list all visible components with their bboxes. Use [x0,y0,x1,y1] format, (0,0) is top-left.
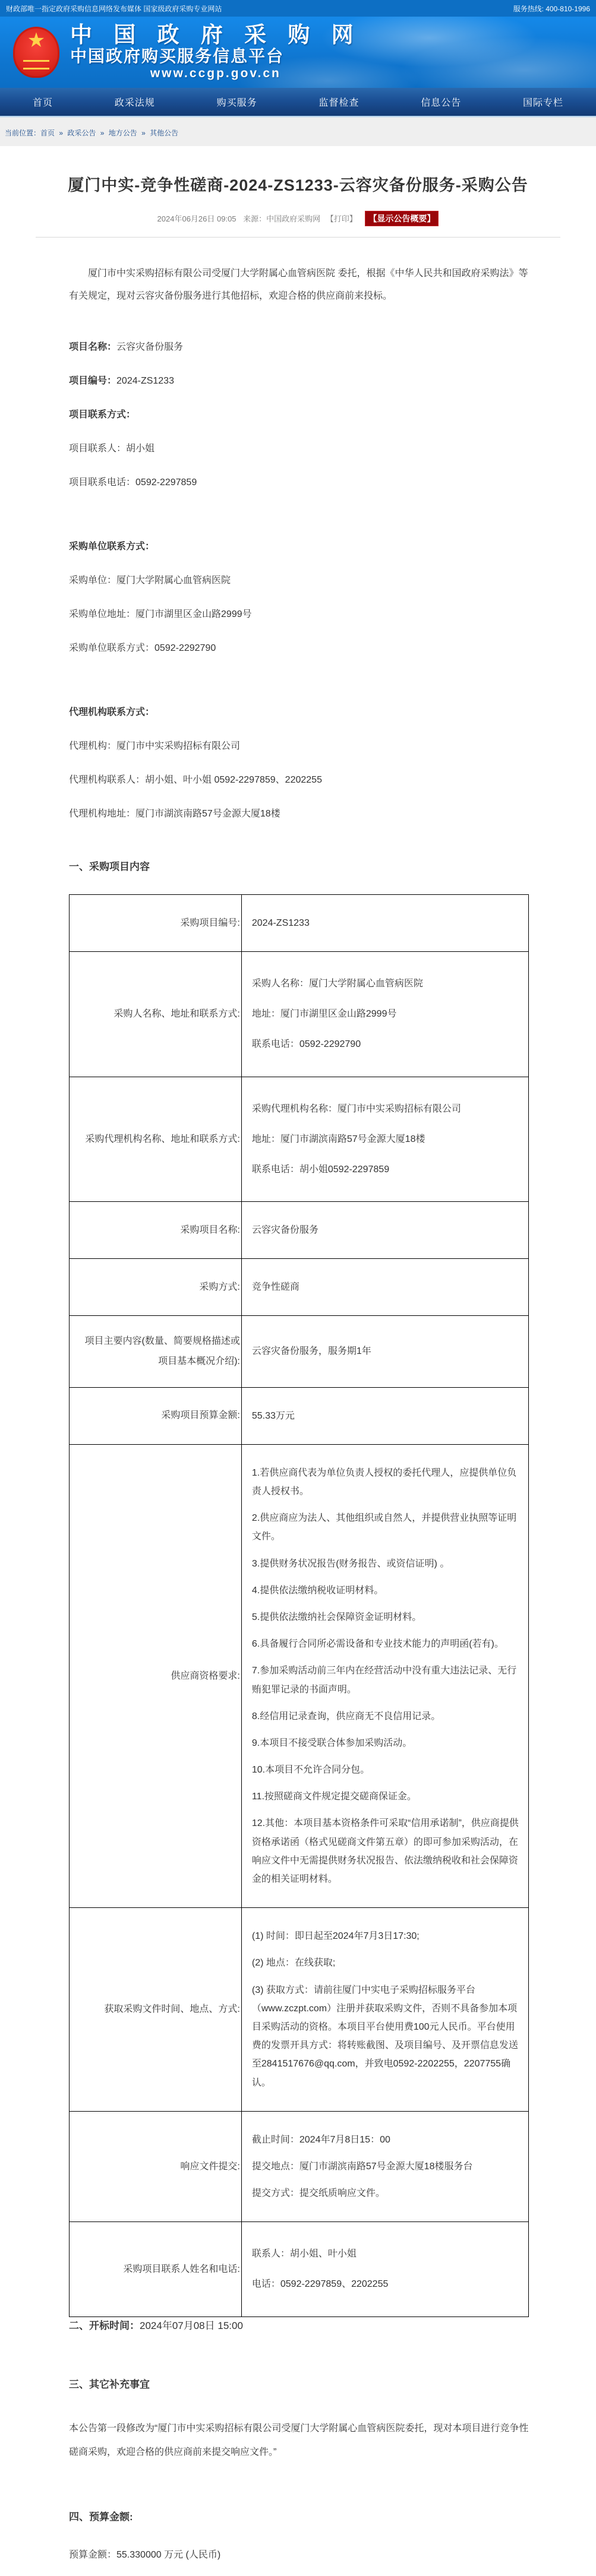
section-heading-3: 三、其它补充事宜 [69,2378,150,2390]
table-cell-line: 10.本项目不允许合同分包。 [251,1765,370,1776]
field-value: 厦门市湖滨南路57号金源大厦18楼 [135,808,280,819]
field-value: 胡小姐、叶小姐 0592-2297859、2202255 [145,774,322,785]
field-line [69,375,529,387]
procurement-table [69,894,529,2317]
breadcrumb-separator: » [98,129,106,137]
table-row-value [241,1444,528,1907]
field-label: 项目联系电话： [69,477,136,488]
breadcrumb-link[interactable]: 首页 [40,129,55,137]
breadcrumb-separator: » [57,129,65,137]
page-title: 厦门中实-竞争性磋商-2024-ZS1233-云容灾备份服务-采购公告 [68,176,528,194]
project-fields [69,341,529,820]
field-value: 0592-2292790 [154,643,216,653]
table-row-label: 采购代理机构名称、地址和联系方式: [70,1077,242,1202]
table-cell-line: 截止时间：2024年7月8日15：00 [251,2134,390,2145]
print-button[interactable]: 【打印】 [326,214,357,223]
field-line [69,409,529,421]
table-row [70,1444,529,1907]
field-label: 项目编号： [69,375,117,386]
table-row-value [241,1316,528,1387]
media-statement: 财政部唯一指定政府采购信息网络发布媒体 国家级政府采购专业网站 [6,4,222,13]
nav-item[interactable]: 监督检查 [319,98,360,108]
table-cell-line: 6.具备履行合同所必需设备和专业技术能力的声明函(若有)。 [251,1639,504,1650]
nav-item[interactable]: 信息公告 [421,98,462,108]
nav-item[interactable]: 国际专栏 [522,98,563,108]
show-summary-button[interactable]: 【显示公告概要】 [365,211,439,226]
table-cell-line: 云容灾备份服务，服务期1年 [251,1346,371,1357]
field-value: 厦门市中实采购招标有限公司 [116,740,241,751]
table-cell-line: 4.提供依法缴纳税收证明材料。 [251,1585,384,1596]
table-cell-line: 竞争性磋商 [251,1282,299,1293]
table-row-label: 供应商资格要求: [70,1444,242,1907]
table-cell-line: 联系人：胡小姐、叶小姐 [251,2249,357,2259]
table-cell-line: 联系电话：胡小姐0592-2297859 [251,1164,390,1175]
divider [36,237,560,238]
table-cell-line: 云容灾备份服务 [251,1225,319,1236]
field-value: 胡小姐 [126,443,155,454]
section-heading-1: 一、采购项目内容 [69,860,150,872]
field-label: 项目联系人： [69,443,127,454]
field-value: 厦门大学附属心血管病医院 [116,575,231,586]
field-line [69,443,529,455]
field-line [69,707,529,719]
publish-datetime: 2024年06月26日 09:05 [157,214,236,223]
table-cell-line: 地址：厦门市湖里区金山路2999号 [251,1009,397,1020]
article-meta [0,211,596,226]
table-row [70,2111,529,2222]
gate-icon [23,60,49,69]
bid-opening-time [69,2317,529,2332]
table-cell-line: 3.提供财务状况报告(财务报告、或资信证明) 。 [251,1558,450,1569]
field-line [69,740,529,752]
table-row [70,1259,529,1316]
field-label: 采购单位地址： [69,609,136,619]
table-row [70,1316,529,1387]
table-row [70,1202,529,1259]
table-cell-line: 8.经信用记录查询，供应商无不良信用记录。 [251,1711,441,1721]
table-row-value [241,1077,528,1202]
table-cell-line: 11.按照磋商文件规定提交磋商保证金。 [251,1792,417,1802]
field-line [69,774,529,786]
field-label: 代理机构地址： [69,808,136,819]
table-row-label: 采购项目预算金额: [70,1387,242,1444]
table-row-label: 项目主要内容(数量、简要规格描述或项目基本概况介绍): [70,1316,242,1387]
table-cell-line: 提交方式：提交纸质响应文件。 [251,2188,385,2199]
field-label: 项目联系方式： [69,409,136,420]
site-banner [0,17,596,88]
table-row-label: 采购方式: [70,1259,242,1316]
breadcrumb-label: 当前位置： [5,129,41,137]
field-label: 代理机构： [69,740,117,751]
table-cell-line: (1) 时间：即日起至2024年7月3日17:30; [251,1931,420,1942]
field-label: 项目名称： [69,341,117,352]
field-value: 厦门市湖里区金山路2999号 [135,609,252,619]
national-emblem-icon [13,27,59,78]
field-value: 云容灾备份服务 [116,341,184,352]
article-content [69,262,529,2561]
field-line [69,477,529,489]
field-line [69,808,529,820]
bid-opening-label: 二、开标时间： [69,2319,140,2331]
table-row-value [241,1387,528,1444]
bid-opening-value: 2024年07月08日 15:00 [140,2319,243,2331]
table-row [70,1077,529,1202]
intro-paragraph: 厦门市中实采购招标有限公司受厦门大学附属心血管病医院 委托，根据《中华人民共和国政府采购法》等有关规定，现对云容灾备份服务进行其他招标，欢迎合格的供应商前来投标。 [69,268,528,302]
table-cell-line: 7.参加采购活动前三年内在经营活动中没有重大违法记录、无行贿犯罪记录的书面声明。 [251,1666,517,1695]
top-bar [0,0,596,17]
budget-amount-line: 预算金额：55.330000 万元 (人民币) [69,2549,221,2560]
table-cell-line: 55.33万元 [251,1410,295,1421]
table-row-label: 采购项目名称: [70,1202,242,1259]
breadcrumb-items [40,129,178,137]
site-url: www.ccgp.gov.cn [150,67,281,80]
field-value: 0592-2297859 [135,477,197,488]
table-row-label: 采购项目联系人姓名和电话: [70,2222,242,2316]
breadcrumb-link[interactable]: 其他公告 [150,129,179,137]
field-line [69,541,529,553]
star-icon: ★ [27,29,46,52]
service-hotline: 服务热线: 400-810-1996 [513,4,590,13]
table-cell-line: 12.其他：本项目基本资格条件可采取“信用承诺制”，供应商提供资格承诺函（格式见磋商文件第五章）的即可参加采购活动，在响应文件中无需提供财务状况报告、依法缴纳税收和社会保障资金的相关证明材料。 [251,1818,519,1885]
table-cell-line: 采购代理机构名称：厦门市中实采购招标有限公司 [251,1103,461,1114]
field-line [69,341,529,353]
table-row [70,1387,529,1444]
breadcrumb [5,128,591,138]
nav-item[interactable]: 首页 [33,98,53,108]
breadcrumb-link[interactable]: 地方公告 [108,129,137,137]
table-cell-line: (2) 地点：在线获取; [251,1958,336,1969]
table-row-label: 获取采购文件时间、地点、方式: [70,1908,242,2112]
field-label: 采购单位： [69,575,117,586]
table-cell-line: 采购人名称：厦门大学附属心血管病医院 [251,978,423,989]
supplementary-paragraph: 本公告第一段修改为“厦门市中实采购招标有限公司受厦门大学附属心血管病医院委托，现对本项目进行竞争性磋商采购，欢迎合格的供应商前来提交响应文件。” [69,2423,529,2457]
table-cell-line: 联系电话：0592-2292790 [251,1039,361,1050]
site-subtitle: 中国政府购买服务信息平台 [70,47,285,65]
table-row-value [241,1259,528,1316]
table-row-value [241,894,528,951]
field-label: 代理机构联系人： [69,774,146,785]
table-row [70,951,529,1077]
nav-item[interactable]: 政采法规 [114,98,155,108]
nav-item[interactable]: 购买服务 [216,98,257,108]
site-name: 中 国 政 府 采 购 网 [70,23,361,47]
field-label: 代理机构联系方式： [69,707,155,717]
field-label: 采购单位联系方式： [69,541,155,552]
table-cell-line: 提交地点：厦门市湖滨南路57号金源大厦18楼服务台 [251,2161,473,2172]
table-cell-line: 2024-ZS1233 [251,917,310,928]
site-brand [70,23,361,81]
article-source: 来源：中国政府采购网 [243,214,321,223]
table-row-label: 响应文件提交: [70,2111,242,2222]
field-value: 2024-ZS1233 [116,375,174,386]
table-row-value [241,1908,528,2112]
table-cell-line: 9.本项目不接受联合体参加采购活动。 [251,1738,412,1748]
breadcrumb-link[interactable]: 政采公告 [67,129,96,137]
table-cell-line: 2.供应商应为法人、其他组织或自然人，并提供营业执照等证明文件。 [251,1513,517,1542]
table-cell-line: (3) 获取方式：请前往厦门中实电子采购招标服务平台（www.zczpt.com）注册并获取采购文件，否则不具备参加本项目采购活动的资格。本项目平台使用费100元人民币。平台使用费的发票开具方式：将转账截图、及项目编号、及开票信息发送至2841517676@qq.com，并致电0592-2202255，2207755确认。 [251,1985,518,2088]
announcement-panel [0,146,596,2576]
field-line [69,643,529,654]
field-line [69,575,529,587]
table-row-value [241,951,528,1077]
field-line [69,609,529,621]
table-row-value [241,1202,528,1259]
table-row-value [241,2111,528,2222]
table-cell-line: 地址：厦门市湖滨南路57号金源大厦18楼 [251,1134,425,1144]
table-row-label: 采购人名称、地址和联系方式: [70,951,242,1077]
breadcrumb-zone [0,118,596,146]
table-cell-line: 电话：0592-2297859、2202255 [251,2279,389,2290]
table-row-label: 采购项目编号: [70,894,242,951]
table-cell-line: 1.若供应商代表为单位负责人授权的委托代理人，应提供单位负责人授权书。 [251,1467,517,1497]
main-nav [0,88,596,116]
table-row [70,2222,529,2316]
breadcrumb-separator: » [139,129,148,137]
section-heading-4: 四、预算金额: [69,2511,133,2523]
table-row [70,1908,529,2112]
table-cell-line: 5.提供依法缴纳社会保障资金证明材料。 [251,1612,422,1622]
table-row-value [241,2222,528,2316]
procurement-table-body [70,894,529,2316]
field-label: 采购单位联系方式： [69,643,155,653]
table-row [70,894,529,951]
